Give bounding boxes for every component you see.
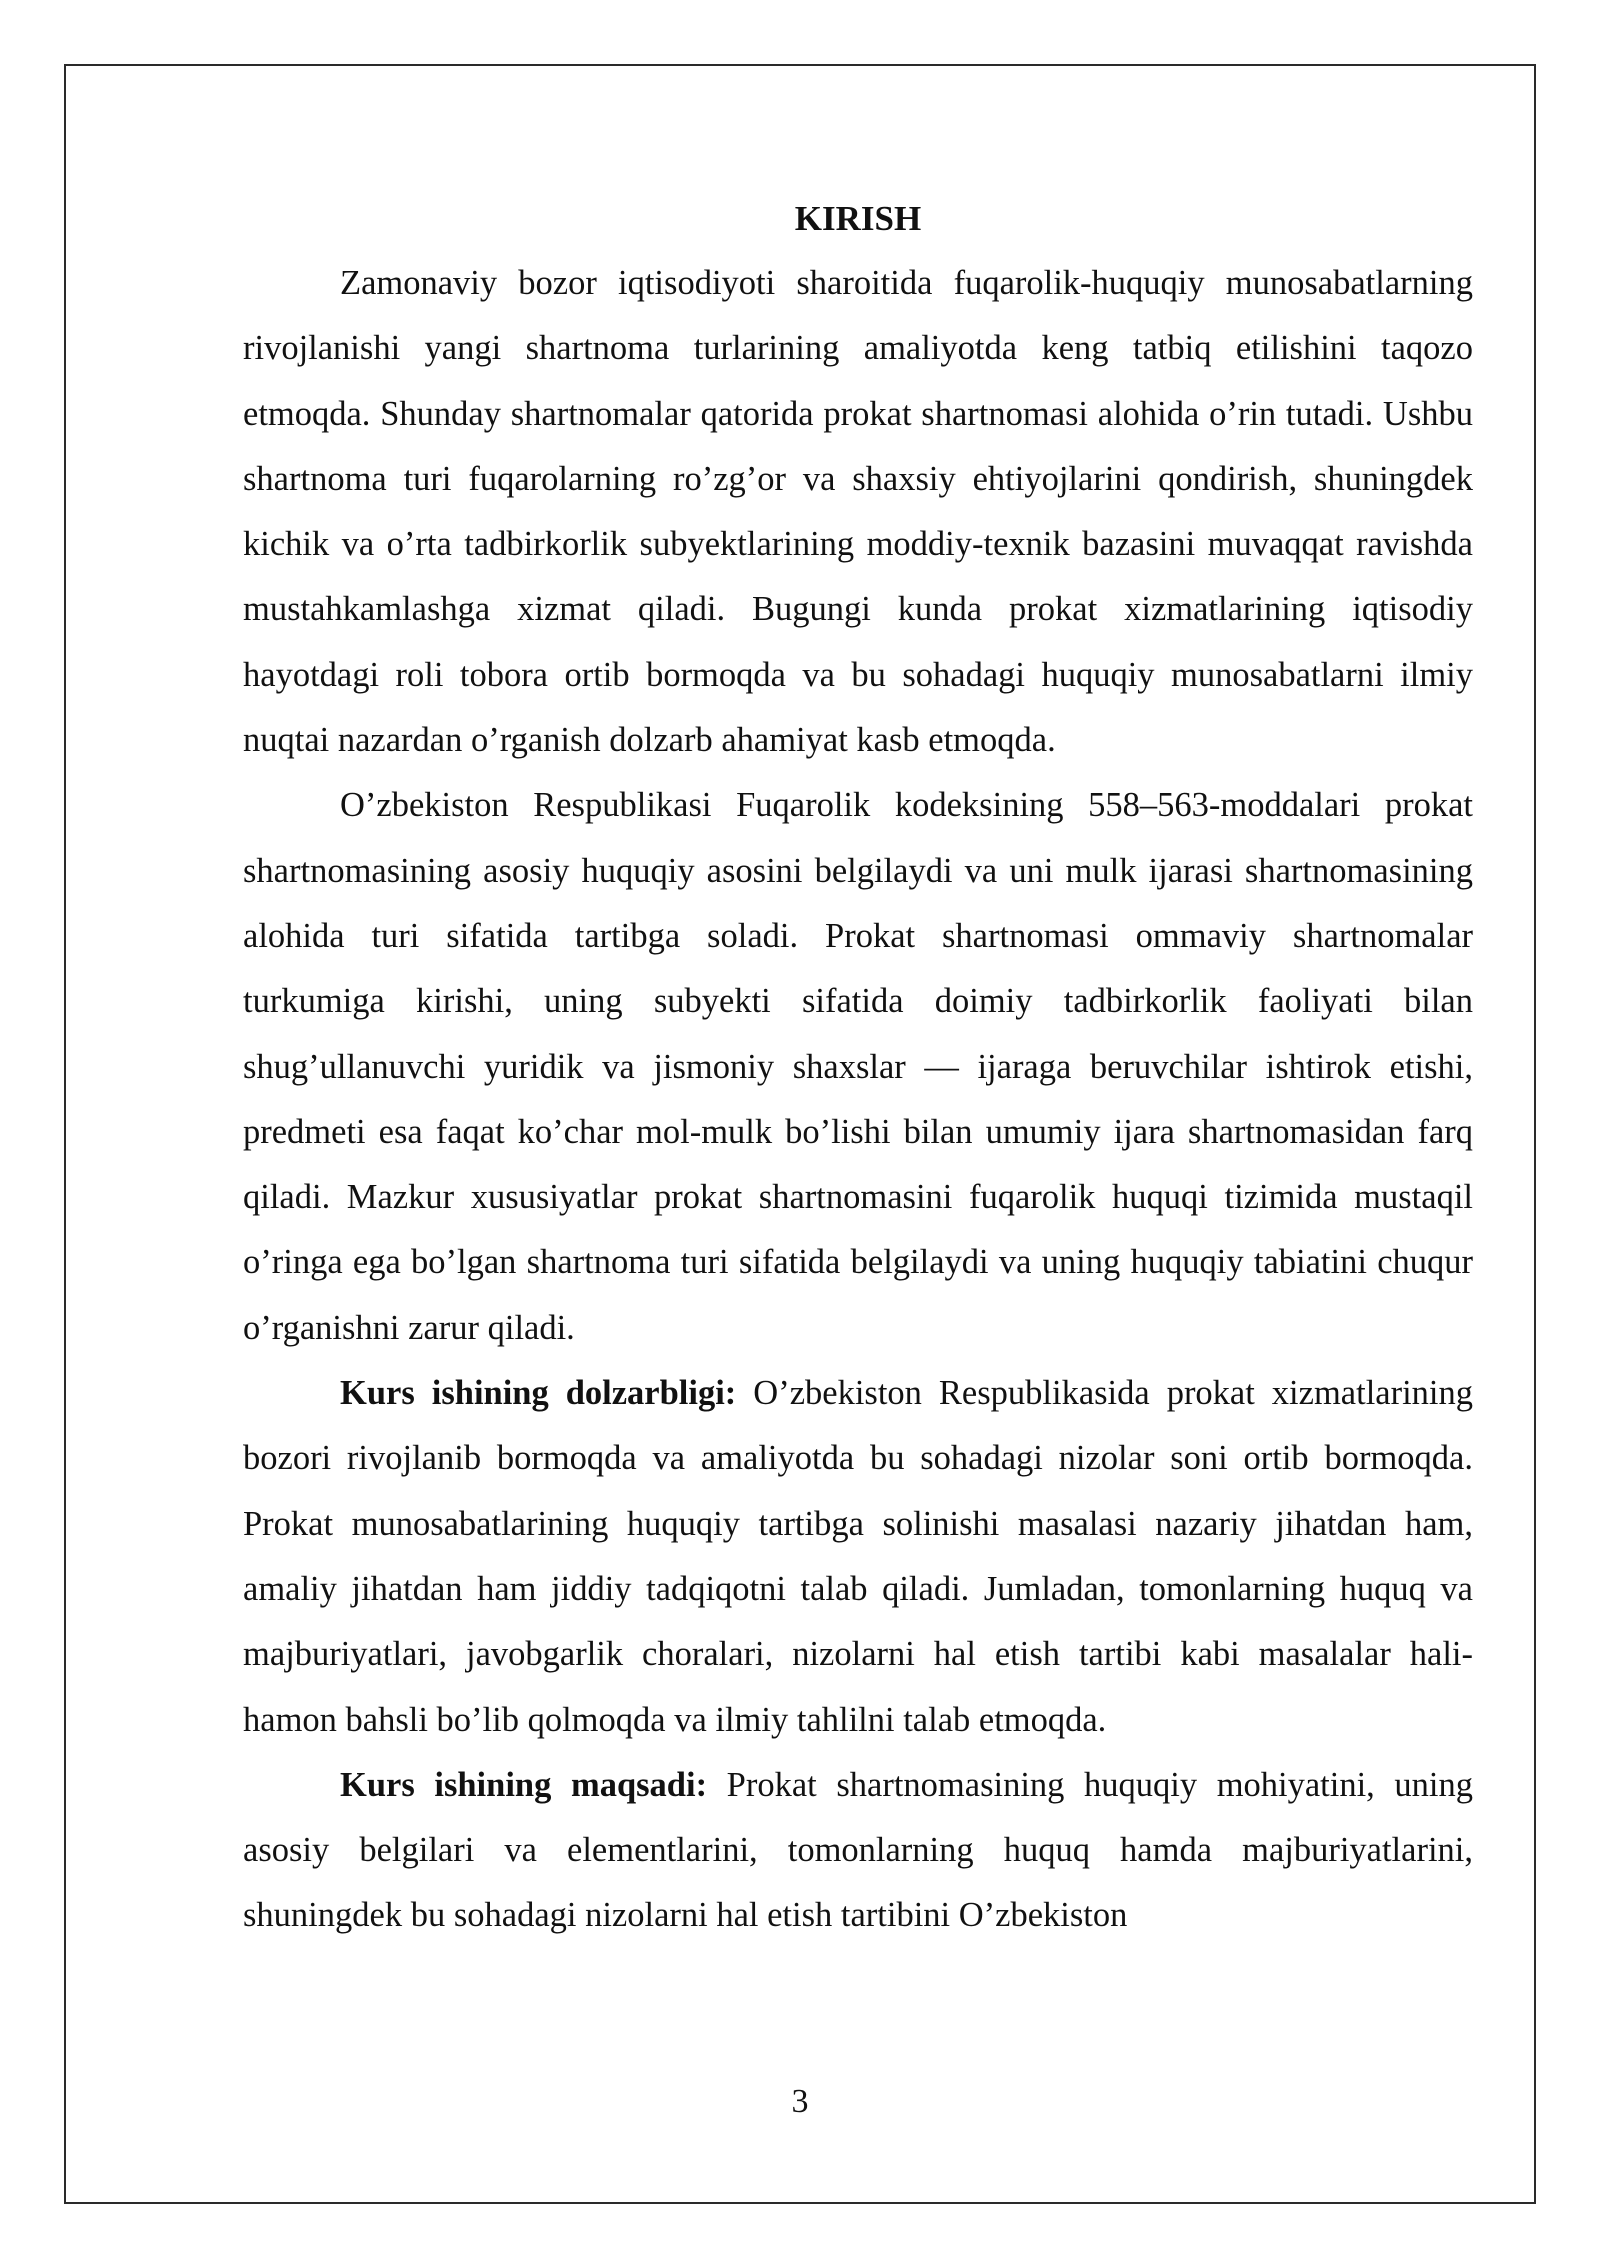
paragraph-text: Zamonaviy bozor iqtisodiyoti sharoitida fuqarolik-huquqiy munosabatlarning rivojlanishi yangi shartnoma turlarining amaliyotda keng tatbiq etilishini taqozo etmoqda. Shunday shartnomalar qatorida prokat shartnomasi alohida o’rin tutadi. Ushbu shartnoma turi fuqarolarning ro’zg’or va shaxsiy ehtiyojlarini qondirish, shuningdek kichik va o’rta tadbirkorlik subyektlarining moddiy-texnik bazasini muvaqqat ravishda mustahkamlashga xizmat qiladi. Bugungi kunda prokat xizmatlarining iqtisodiy hayotdagi roli tobora ortib bormoqda va bu sohadagi huquqiy munosabatlarni ilmiy nuqtai nazardan o’rganish dolzarb ahamiyat kasb etmoqda. xyxy=(243,264,1473,760)
paragraph-introduction xyxy=(243,251,1473,773)
paragraph-lead-relevance: Kurs ishining dolzarbligi: xyxy=(340,1374,737,1413)
page-number: 3 xyxy=(791,2083,809,2120)
paragraph-relevance xyxy=(243,1361,1473,1753)
paragraph-purpose xyxy=(243,1753,1473,1949)
paragraph-lead-purpose: Kurs ishining maqsadi: xyxy=(340,1765,708,1804)
paragraph-text: Prokat shartnomasining huquqiy mohiyatini, uning asosiy belgilari va elementlarini, tomonlarning huquq hamda majburiyatlarini, shuningdek bu sohadagi nizolarni hal etish tartibini O’zbekiston xyxy=(243,1765,1473,1935)
section-title: KIRISH xyxy=(794,199,922,238)
paragraph-text: O’zbekiston Respublikasida prokat xizmatlarining bozori rivojlanib bormoqda va amaliyotda bu sohadagi nizolar soni ortib bormoqda. Prokat munosabatlarining huquqiy tartibga solinishi masalasi nazariy jihatdan ham, amaliy jihatdan ham jiddiy tadqiqotni talab qiladi. Jumladan, tomonlarning huquq va majburiyatlari, javobgarlik choralari, nizolarni hal etish tartibi kabi masalalar hali-hamon bahsli bo’lib qolmoqda va ilmiy tahlilni talab etmoqda. xyxy=(243,1374,1473,1739)
paragraph-civil-code xyxy=(243,773,1473,1361)
document-body xyxy=(243,186,1473,1949)
paragraph-text: O’zbekiston Respublikasi Fuqarolik kodeksining 558–563-moddalari prokat shartnomasining asosiy huquqiy asosini belgilaydi va uni mulk ijarasi shartnomasining alohida turi sifatida tartibga soladi. Prokat shartnomasi ommaviy shartnomalar turkumiga kirishi, uning subyekti sifatida doimiy tadbirkorlik faoliyati bilan shug’ullanuvchi yuridik va jismoniy shaxslar — ijaraga beruvchilar ishtirok etishi, predmeti esa faqat ko’char mol-mulk bo’lishi bilan umumiy ijara shartnomasidan farq qiladi. Mazkur xususiyatlar prokat shartnomasini fuqarolik huquqi tizimida mustaqil o’ringa ega bo’lgan shartnoma turi sifatida belgilaydi va uning huquqiy tabiatini chuqur o’rganishni zarur qiladi. xyxy=(243,786,1473,1347)
